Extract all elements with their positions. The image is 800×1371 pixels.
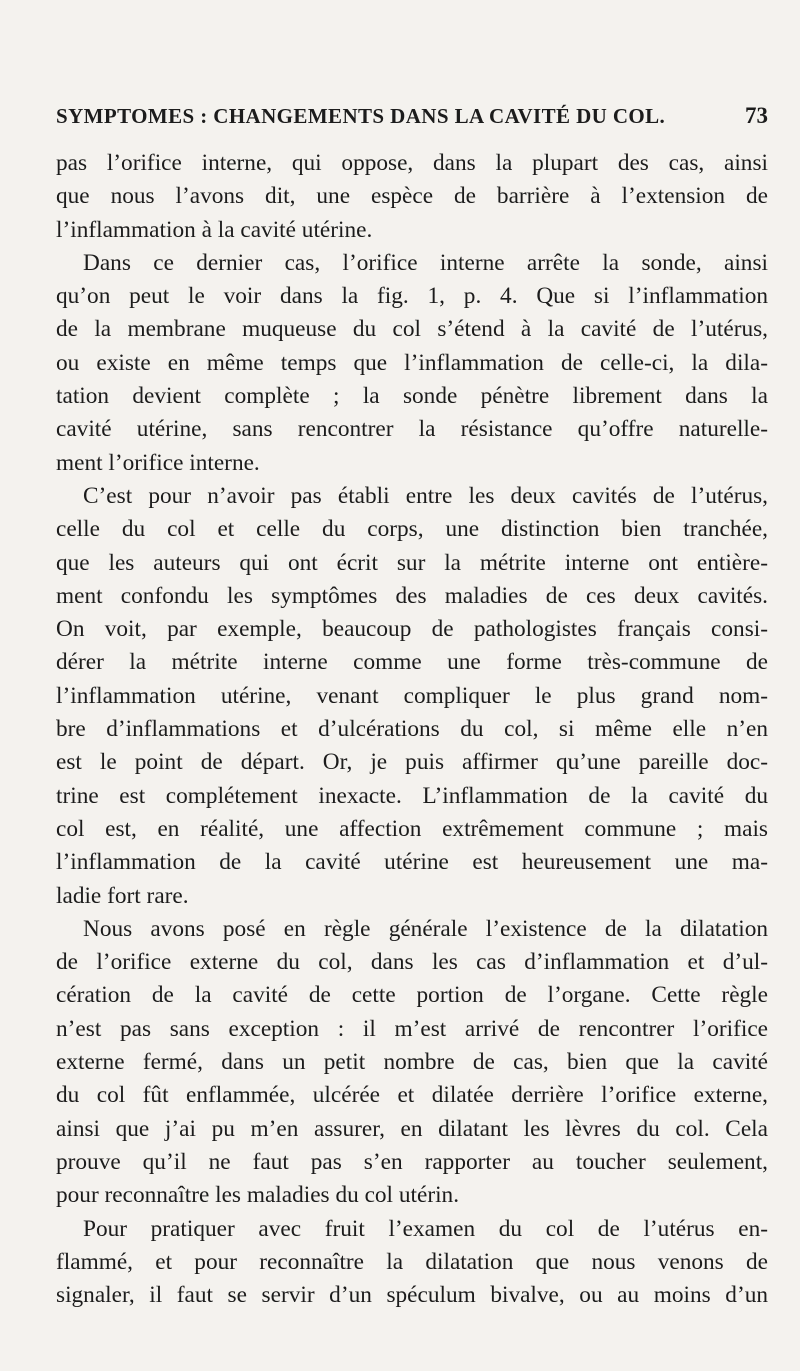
text-line: Nous avons posé en règle générale l’existence de la dilatation xyxy=(83,915,768,942)
text-line: que nous l’avons dit, une espèce de barrière à l’extension de xyxy=(56,183,768,210)
text-line: est le point de départ. Or, je puis affirmer qu’une pareille doc- xyxy=(56,749,768,776)
text-line: externe fermé, dans un petit nombre de cas, bien que la cavité xyxy=(56,1049,768,1076)
text-line: Pour pratiquer avec fruit l’examen du col de l’utérus en- xyxy=(83,1215,768,1242)
text-line: signaler, il faut se servir d’un spéculum bivalve, ou au moins d’un xyxy=(56,1282,768,1309)
text-line: ainsi que j’ai pu m’en assurer, en dilatant les lèvres du col. Cela xyxy=(56,1115,768,1142)
text-line: flammé, et pour reconnaître la dilatation que nous venons de xyxy=(56,1248,768,1275)
text-line: prouve qu’il ne faut pas s’en rapporter au toucher seulement, xyxy=(56,1148,768,1175)
text-line: l’inflammation à la cavité utérine. xyxy=(56,216,373,243)
text-line: que les auteurs qui ont écrit sur la métrite interne ont entière- xyxy=(56,549,768,576)
text-line: ment confondu les symptômes des maladies de ces deux cavités. xyxy=(56,582,768,609)
text-line: pas l’orifice interne, qui oppose, dans la plupart des cas, ainsi xyxy=(56,150,768,176)
text-line: col est, en réalité, une affection extrêmement commune ; mais xyxy=(56,815,768,842)
running-head xyxy=(56,104,768,134)
text-line: l’inflammation utérine, venant compliquer le plus grand nom- xyxy=(56,682,768,709)
text-line: tation devient complète ; la sonde pénètre librement dans la xyxy=(56,383,768,410)
text-line: ladie fort rare. xyxy=(56,882,189,909)
text-line: de la membrane muqueuse du col s’étend à la cavité de l’utérus, xyxy=(56,316,768,343)
text-line: bre d’inflammations et d’ulcérations du col, si même elle n’en xyxy=(56,716,768,743)
running-head-title: SYMPTOMES : CHANGEMENTS DANS LA CAVITÉ DU COL. xyxy=(56,104,666,128)
text-line: trine est complétement inexacte. L’inflammation de la cavité du xyxy=(56,782,768,809)
text-line: de l’orifice externe du col, dans les cas d’inflammation et d’ul- xyxy=(56,949,768,976)
text-line: ou existe en même temps que l’inflammation de celle-ci, la dila- xyxy=(56,349,768,376)
page-number: 73 xyxy=(745,103,768,128)
body-text xyxy=(56,147,768,1312)
text-line: du col fût enflammée, ulcérée et dilatée derrière l’orifice externe, xyxy=(56,1082,768,1109)
text-line: cavité utérine, sans rencontrer la résistance qu’offre naturelle- xyxy=(56,416,768,443)
text-line: On voit, par exemple, beaucoup de pathologistes français consi- xyxy=(56,616,768,643)
text-line: cération de la cavité de cette portion de l’organe. Cette règle xyxy=(56,982,768,1009)
text-line: dérer la métrite interne comme une forme très-commune de xyxy=(56,649,768,676)
text-line: pour reconnaître les maladies du col utérin. xyxy=(56,1182,460,1209)
text-line: celle du col et celle du corps, une distinction bien tranchée, xyxy=(56,516,768,543)
text-line: n’est pas sans exception : il m’est arrivé de rencontrer l’orifice xyxy=(56,1015,768,1042)
text-line: l’inflammation de la cavité utérine est heureusement une ma- xyxy=(56,849,768,876)
text-line: Dans ce dernier cas, l’orifice interne arrête la sonde, ainsi xyxy=(83,249,768,276)
text-line: ment l’orifice interne. xyxy=(56,449,260,476)
text-line: C’est pour n’avoir pas établi entre les deux cavités de l’utérus, xyxy=(83,482,768,509)
text-line: qu’on peut le voir dans la fig. 1, p. 4. Que si l’inflammation xyxy=(56,283,768,310)
